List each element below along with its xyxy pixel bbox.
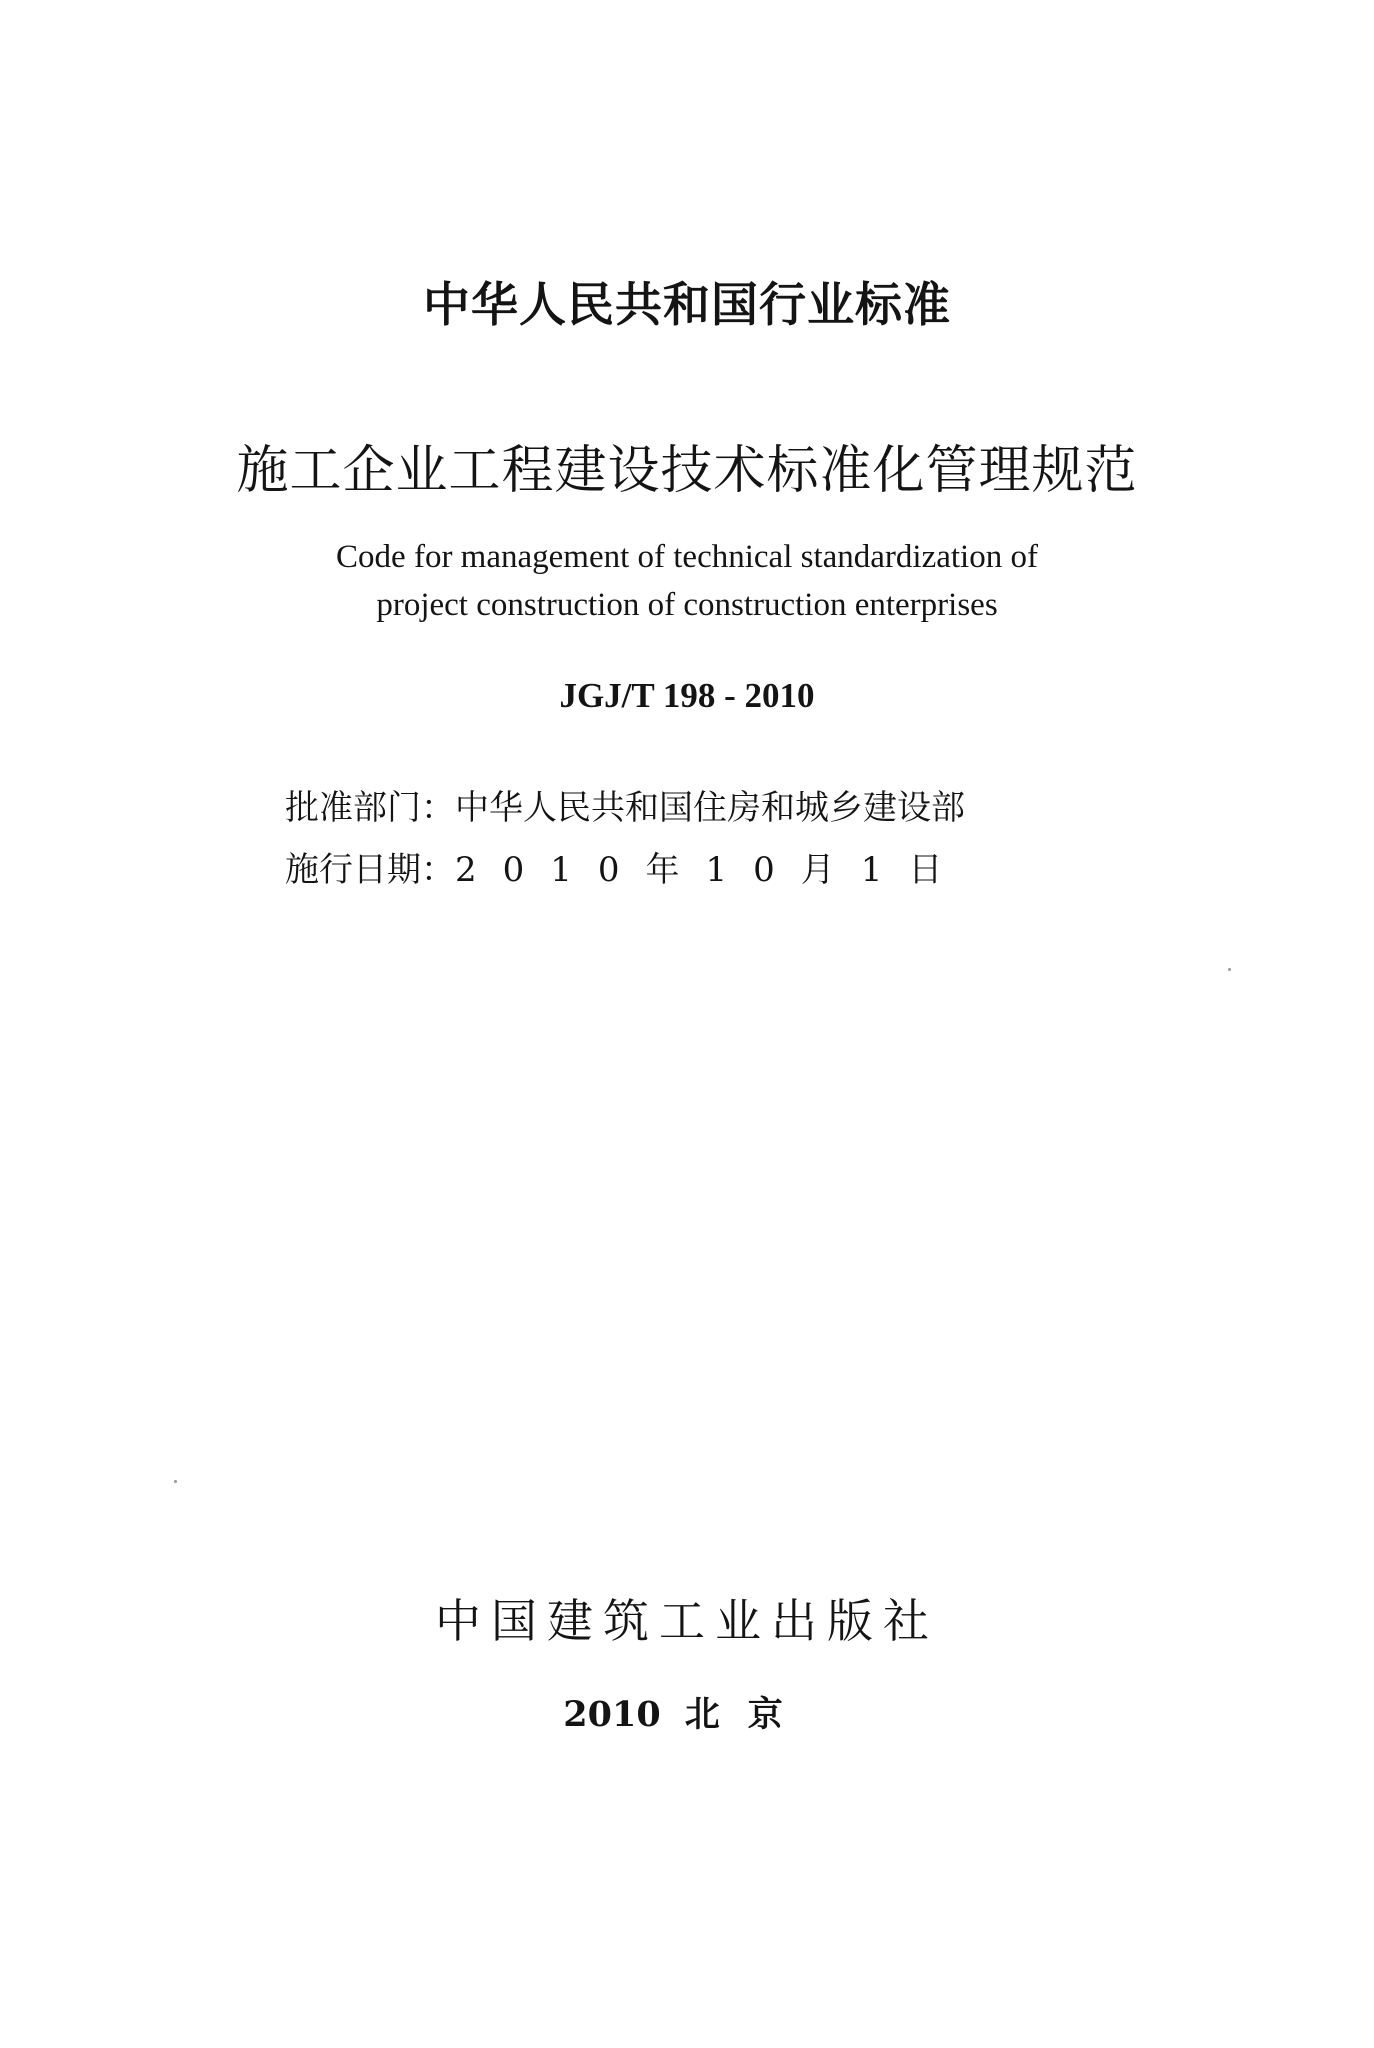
effective-date-label: 施行日期：	[285, 850, 455, 890]
scan-speck	[1228, 968, 1231, 971]
publication-place	[0, 1687, 1374, 1737]
publisher-name: 中国建筑工业出版社	[435, 1594, 939, 1648]
approval-authority	[285, 780, 965, 829]
effective-date-value: 2010年10月1日	[455, 850, 969, 890]
approval-label: 批准部门：	[285, 788, 455, 828]
scan-speck	[174, 1480, 177, 1483]
publication-year: 2010	[563, 1694, 661, 1735]
standard-category: 中华人民共和国行业标准	[423, 278, 951, 333]
effective-date	[285, 842, 968, 891]
title-english-line-1: Code for management of technical standardization of	[336, 539, 1038, 575]
publication-city: 北京	[684, 1694, 811, 1735]
title-english-line-2: project construction of construction enterprises	[376, 587, 998, 623]
standard-code: JGJ/T 198 - 2010	[559, 676, 815, 715]
approval-value: 中华人民共和国住房和城乡建设部	[455, 788, 965, 828]
title-chinese: 施工企业工程建设技术标准化管理规范	[236, 441, 1138, 501]
title-english	[0, 533, 1374, 629]
